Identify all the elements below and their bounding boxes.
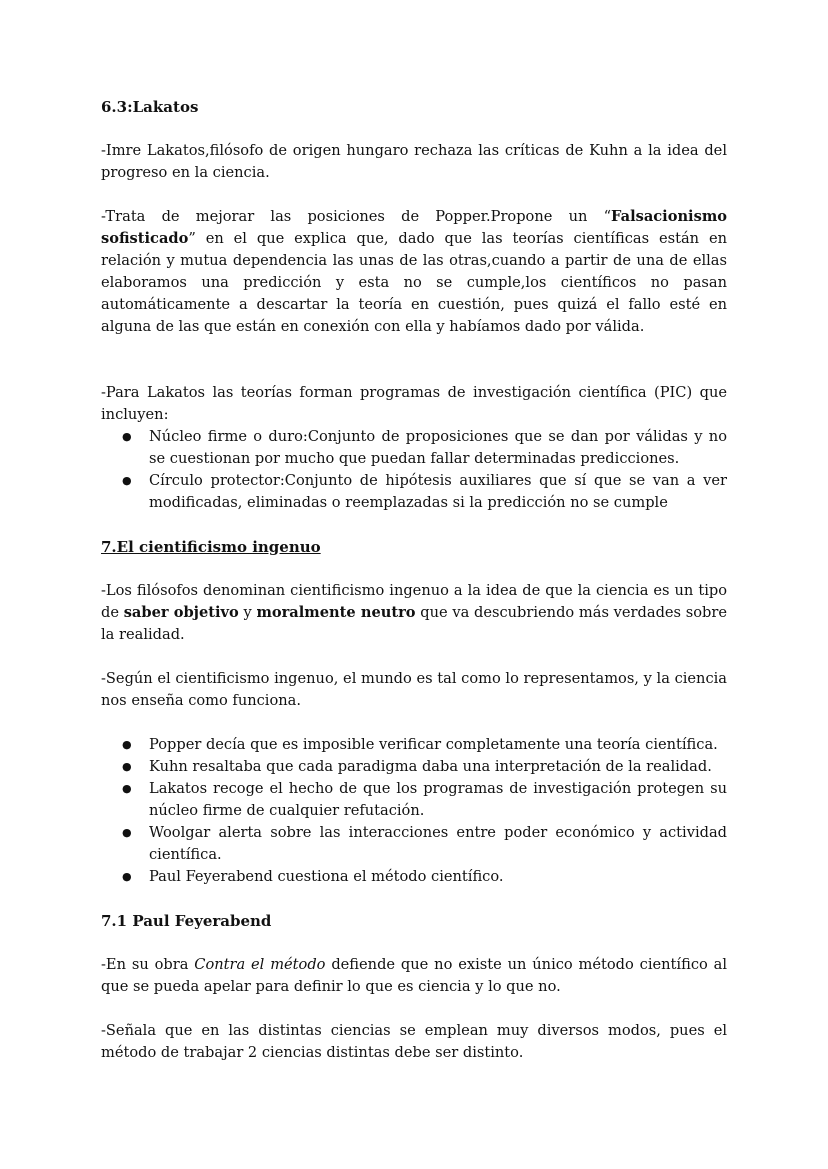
text-run: que va descubriendo más verdades sobre la realidad.	[101, 604, 727, 643]
list-item	[122, 734, 727, 756]
bullet-icon: ●	[122, 474, 132, 487]
text-run: y	[238, 604, 257, 621]
list-item-text: Woolgar alerta sobre las interacciones entre poder económico y actividad científica.	[149, 824, 727, 863]
list-item	[122, 778, 727, 822]
bullet-icon: ●	[122, 738, 132, 751]
list-item-text: Paul Feyerabend cuestiona el método científico.	[149, 868, 504, 885]
paragraph-lakatos-intro: -Imre Lakatos,filósofo de origen hungaro rechaza las críticas de Kuhn a la idea del progreso en la ciencia.	[101, 142, 727, 181]
bold-term-saber-objetivo: saber objetivo	[123, 604, 239, 621]
list-item	[122, 866, 727, 888]
list-item	[122, 756, 727, 778]
bullet-icon: ●	[122, 826, 132, 839]
list-item-text: Popper decía que es imposible verificar completamente una teoría científica.	[149, 736, 718, 753]
section-title-lakatos: 6.3:Lakatos	[101, 98, 199, 116]
paragraph-falsacionismo	[101, 206, 727, 338]
section-title-cientificismo: 7.El cientificismo ingenuo	[101, 538, 321, 556]
bold-term-falsacionismo: Falsacionismo sofisticado	[101, 208, 727, 247]
list-item-text: Kuhn resaltaba que cada paradigma daba una interpretación de la realidad.	[149, 758, 712, 775]
bullet-icon: ●	[122, 430, 132, 443]
paragraph-diversos-modos: -Señala que en las distintas ciencias se emplean muy diversos modos, pues el método de trabajar 2 ciencias distintas debe ser distinto.	[101, 1022, 727, 1061]
text-run: -En su obra	[101, 956, 195, 973]
paragraph-cientificismo-mundo: -Según el cientificismo ingenuo, el mundo es tal como lo representamos, y la ciencia nos enseña como funciona.	[101, 670, 727, 709]
text-run: -Los filósofos denominan cientificismo ingenuo a la idea de que la ciencia es un tipo de	[101, 582, 727, 621]
text-run: ” en el que explica que, dado que las teorías científicas están en relación y mutua dependencia las unas de las otras,cuando a partir de una de ellas elaboramos una predicción y esta no se cumple,los científicos no pasan automáticamente a descartar la teoría en cuestión, pues quizá el fallo esté en alguna de las que están en conexión con ella y habíamos dado por válida.	[101, 230, 727, 335]
document-body	[101, 96, 727, 1064]
text-run: -Trata de mejorar las posiciones de Popper.Propone un “	[101, 208, 612, 225]
bold-term-moralmente-neutro: moralmente neutro	[256, 604, 416, 621]
pic-list	[101, 426, 727, 514]
text-run: defiende que no existe un único método científico al que se pueda apelar para definir lo que es ciencia y lo que no.	[101, 956, 728, 995]
section-title-feyerabend: 7.1 Paul Feyerabend	[101, 912, 272, 930]
paragraph-contra-el-metodo	[101, 954, 727, 998]
list-item-text: Núcleo firme o duro:Conjunto de proposiciones que se dan por válidas y no se cuestionan por mucho que puedan fallar determinadas predicciones.	[149, 428, 727, 467]
list-item	[122, 426, 727, 470]
list-item	[122, 822, 727, 866]
list-item-text: Círculo protector:Conjunto de hipótesis auxiliares que sí que se van a ver modificadas, eliminadas o reemplazadas si la predicción no se cumple	[149, 472, 727, 511]
bullet-icon: ●	[122, 870, 132, 883]
list-item	[122, 470, 727, 514]
italic-title-contra-el-metodo: Contra el método	[194, 956, 326, 973]
critics-list	[101, 734, 727, 888]
paragraph-pic: -Para Lakatos las teorías forman programas de investigación científica (PIC) que incluyen:	[101, 384, 727, 423]
list-item-text: Lakatos recoge el hecho de que los programas de investigación protegen su núcleo firme de cualquier refutación.	[149, 780, 727, 819]
bullet-icon: ●	[122, 782, 132, 795]
paragraph-cientificismo-def	[101, 580, 727, 646]
bullet-icon: ●	[122, 760, 132, 773]
